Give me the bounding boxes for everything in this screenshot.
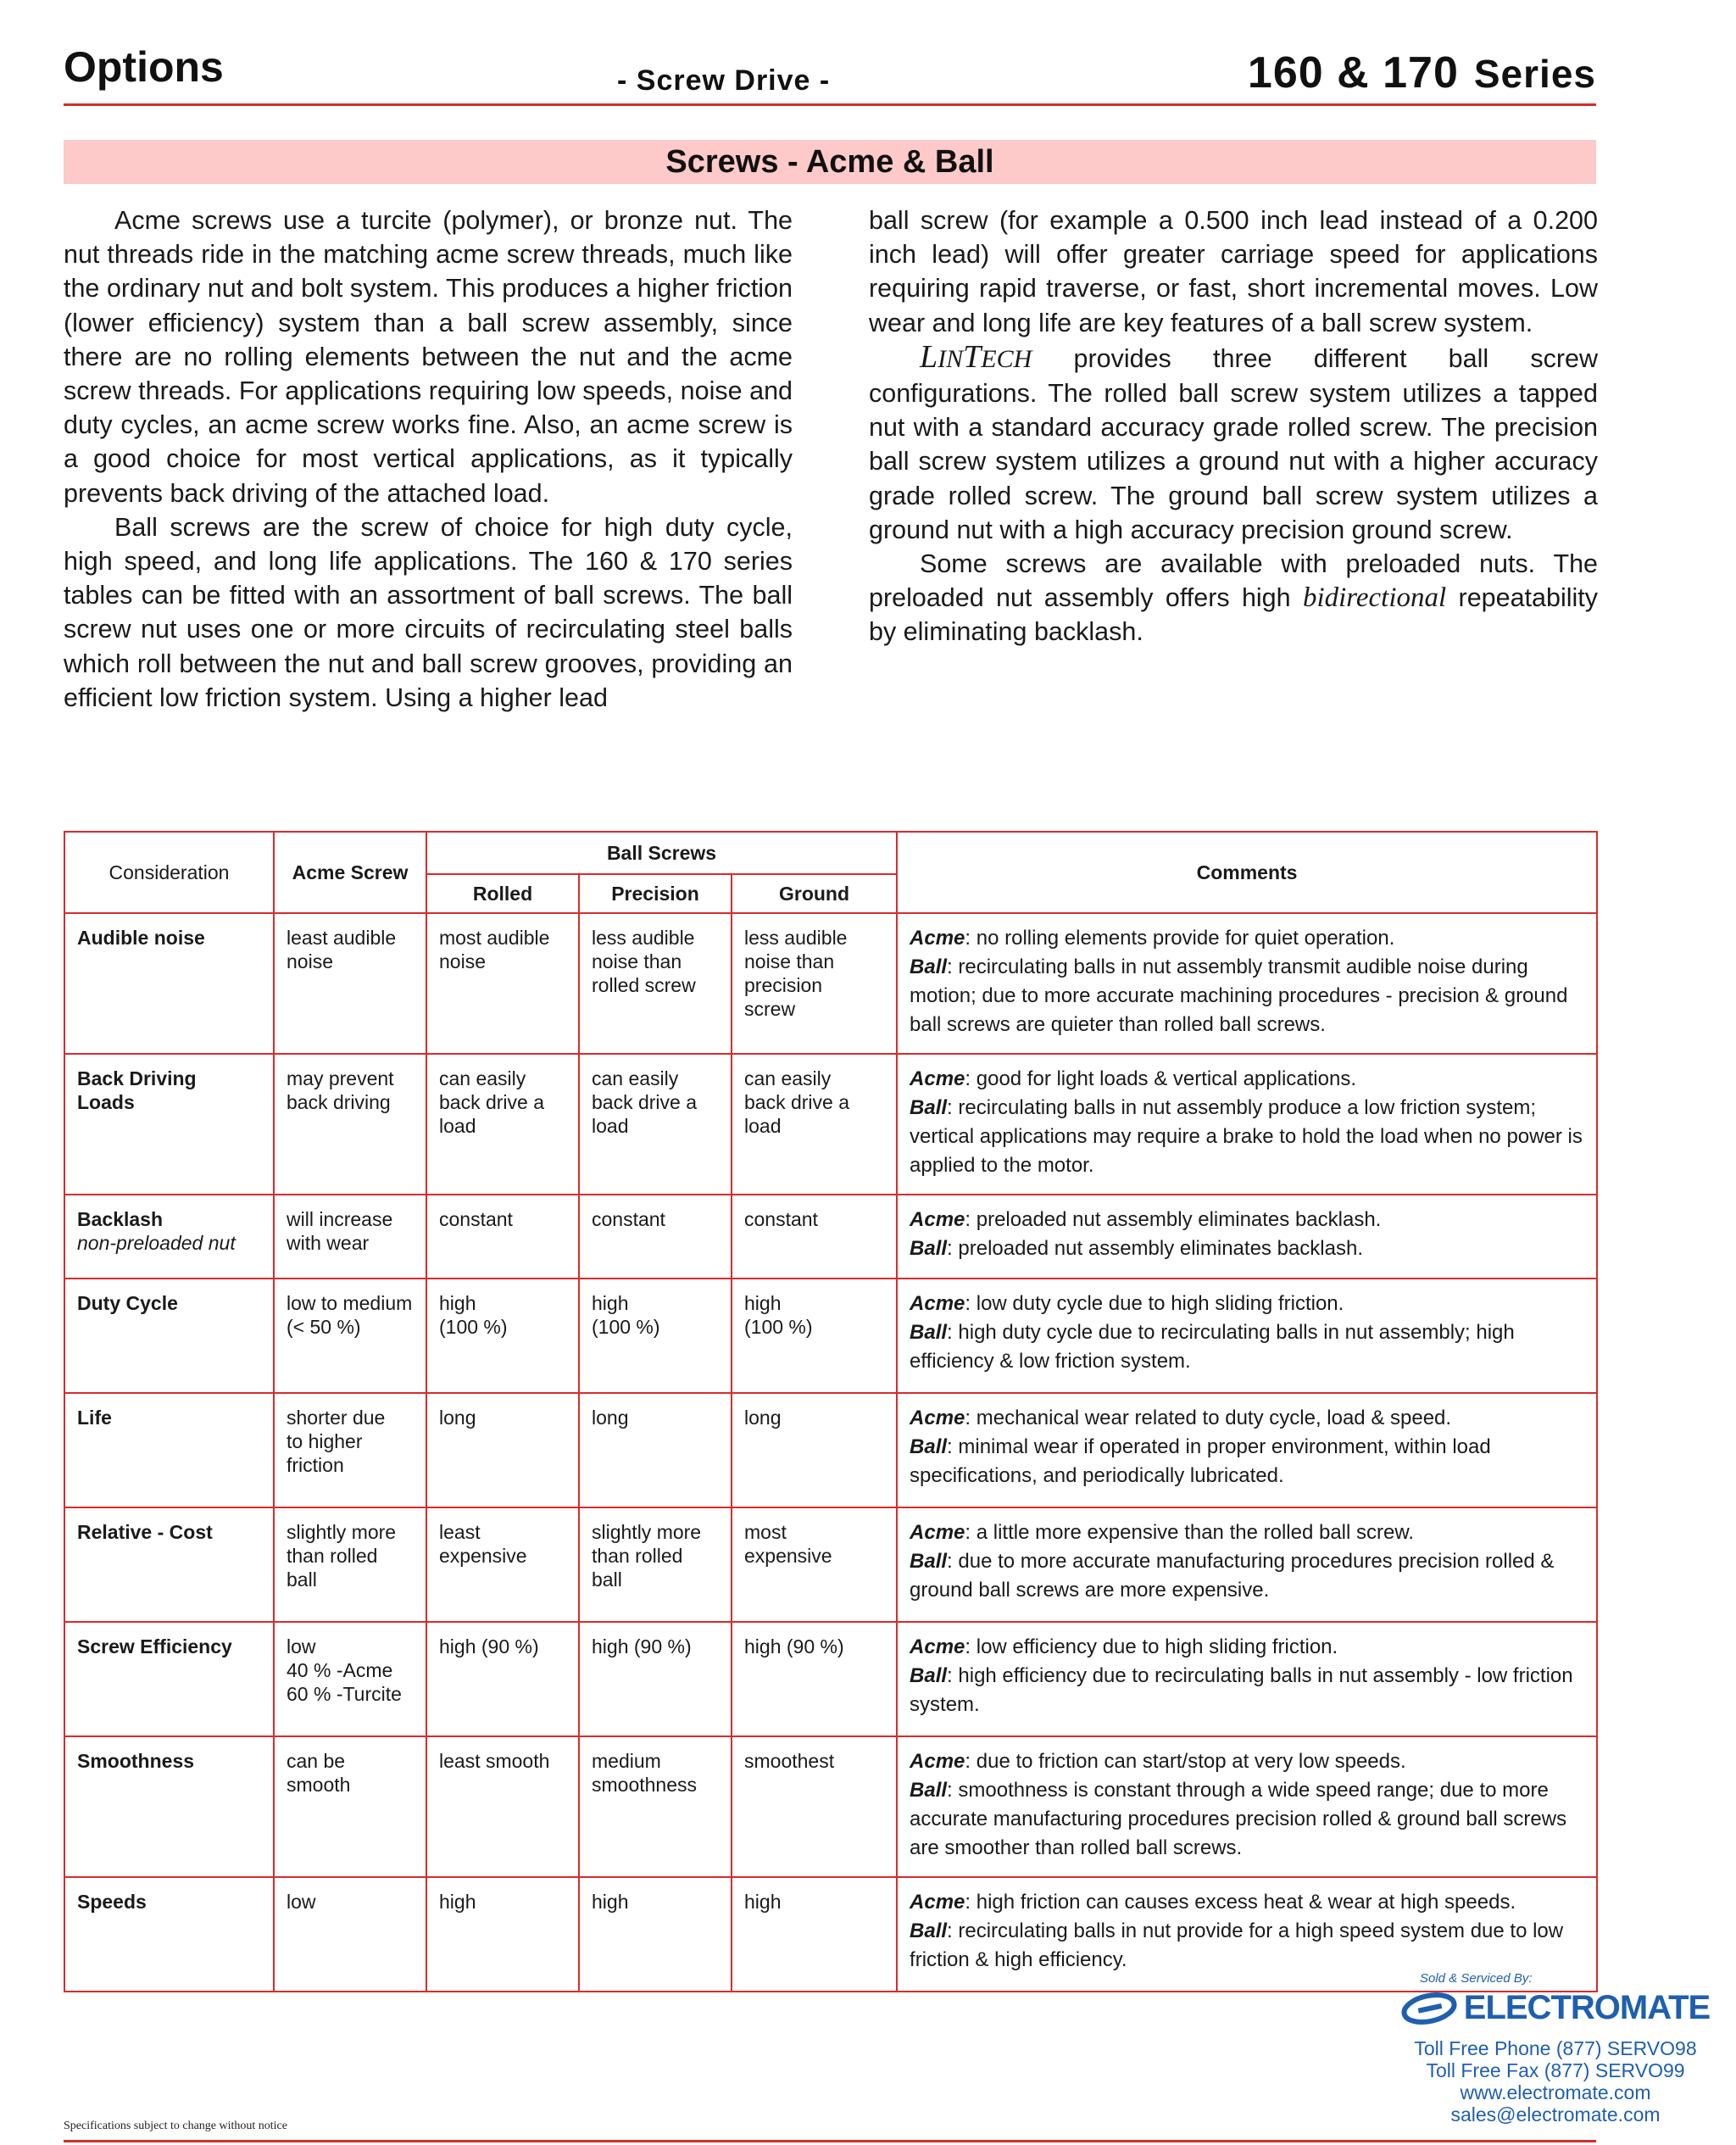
cell-rolled: long	[426, 1393, 579, 1507]
table-row	[64, 1877, 1597, 1992]
table-row	[64, 1622, 1597, 1736]
header-divider	[64, 103, 1596, 106]
cell-precision: long	[579, 1393, 732, 1507]
table-row	[64, 1393, 1597, 1507]
comment-ball-label: Ball	[910, 1664, 948, 1687]
row-subheading: non-preloaded nut	[77, 1232, 236, 1254]
comment-ball-label: Ball	[910, 1237, 948, 1260]
cell-ground: smoothest	[732, 1736, 897, 1877]
cell-consideration	[64, 1279, 274, 1393]
row-heading: Duty Cycle	[77, 1292, 178, 1314]
cell-acme: low	[274, 1877, 426, 1992]
cell-ground: long	[732, 1393, 897, 1507]
comment-ball: Ball: high efficiency due to recirculating balls in nut assembly - low friction system.	[910, 1664, 1573, 1716]
cell-precision: can easily back drive a load	[579, 1054, 732, 1195]
distributor-fax: Toll Free Fax (877) SERVO99	[1426, 2059, 1685, 2081]
cell-ground: less audible noise than precision screw	[732, 913, 897, 1054]
comment-acme: Acme: low duty cycle due to high sliding friction.	[910, 1292, 1344, 1315]
body-column-left	[64, 203, 793, 715]
cell-comments	[897, 1279, 1597, 1393]
header-ground: Ground	[732, 874, 897, 913]
cell-precision: high (90 %)	[579, 1622, 732, 1736]
comment-ball: Ball: smoothness is constant through a wide speed range; due to more accurate manufacturing procedures precision rolled & ground ball screws are smoother than rolled ball screws.	[910, 1779, 1567, 1859]
cell-precision: slightly more than rolled ball	[579, 1507, 732, 1622]
cell-consideration	[64, 1736, 274, 1877]
cell-rolled: constant	[426, 1195, 579, 1279]
row-heading: Speeds	[77, 1891, 147, 1913]
table-row	[64, 1195, 1597, 1279]
paragraph-ball: Ball screws are the screw of choice for high duty cycle, high speed, and long life applications. The 160 & 170 series tables can be fitted with an assortment of ball screws. The ball screw nut uses one or more circuits of recirculating steel balls which roll between the nut and ball screw grooves, providing an efficient low friction system. Using a higher lead	[64, 512, 793, 712]
cell-comments	[897, 1054, 1597, 1195]
comment-ball: Ball: minimal wear if operated in proper environment, within load specifications, and periodically lubricated.	[910, 1435, 1491, 1487]
comment-ball: Ball: recirculating balls in nut provide for a high speed system due to low friction & high efficiency.	[910, 1919, 1564, 1971]
section-banner: Screws - Acme & Ball	[64, 140, 1596, 184]
page-title: Options	[64, 43, 224, 91]
header-comments: Comments	[897, 832, 1597, 913]
body-column-right	[869, 203, 1598, 649]
comment-acme-label: Acme	[910, 927, 965, 950]
cell-ground: high	[732, 1877, 897, 1992]
comment-acme-label: Acme	[910, 1292, 965, 1315]
table-row	[64, 1507, 1597, 1622]
row-heading: Smoothness	[77, 1750, 195, 1772]
distributor-logo	[1394, 1989, 1717, 2027]
cell-acme: low to medium (< 50 %)	[274, 1279, 426, 1393]
section-subtitle: - Screw Drive -	[617, 64, 831, 97]
row-heading: Relative - Cost	[77, 1521, 213, 1543]
cell-ground: high (90 %)	[732, 1622, 897, 1736]
cell-comments	[897, 1195, 1597, 1279]
distributor-website[interactable]: www.electromate.com	[1460, 2081, 1651, 2103]
cell-consideration	[64, 1877, 274, 1992]
cell-consideration	[64, 1507, 274, 1622]
cell-acme: shorter due to higher friction	[274, 1393, 426, 1507]
series-title	[1248, 47, 1596, 98]
comment-acme: Acme: good for light loads & vertical applications.	[910, 1067, 1356, 1090]
cell-acme: low 40 % -Acme 60 % -Turcite	[274, 1622, 426, 1736]
table-row	[64, 913, 1597, 1054]
cell-acme: can be smooth	[274, 1736, 426, 1877]
footnote: Specifications subject to change without notice	[64, 2120, 287, 2132]
distributor-name: ELECTROMATE	[1463, 1989, 1711, 2026]
cell-precision: medium smoothness	[579, 1736, 732, 1877]
row-heading: Back Driving Loads	[77, 1067, 197, 1113]
comment-ball-label: Ball	[910, 1919, 948, 1942]
lintech-wordmark: LINTECH	[920, 338, 1032, 375]
cell-rolled: least smooth	[426, 1736, 579, 1877]
comment-ball: Ball: recirculating balls in nut assembly produce a low friction system; vertical applications may require a brake to hold the load when no power is applied to the motor.	[910, 1096, 1583, 1177]
cell-precision: high	[579, 1877, 732, 1992]
comment-ball: Ball: recirculating balls in nut assembly transmit audible noise during motion; due to more accurate machining procedures - precision & ground ball screws are quieter than rolled ball screws.	[910, 956, 1568, 1036]
comment-acme-label: Acme	[910, 1407, 965, 1429]
header-acme-screw: Acme Screw	[274, 832, 426, 913]
comment-acme: Acme: a little more expensive than the rolled ball screw.	[910, 1521, 1415, 1544]
sold-by-label: Sold & Serviced By:	[1420, 1971, 1533, 1986]
comment-acme: Acme: low efficiency due to high sliding friction.	[910, 1635, 1338, 1658]
cell-consideration	[64, 1195, 274, 1279]
header-consideration: Consideration	[64, 832, 274, 913]
comment-acme-label: Acme	[910, 1750, 965, 1773]
cell-consideration	[64, 1622, 274, 1736]
cell-rolled: high (90 %)	[426, 1622, 579, 1736]
comment-ball: Ball: preloaded nut assembly eliminates backlash.	[910, 1237, 1363, 1260]
cell-comments	[897, 1507, 1597, 1622]
paragraph-lead: ball screw (for example a 0.500 inch lead instead of a 0.200 inch lead) will offer greater carriage speed for applications requiring rapid traverse, or fast, short incremental moves. Low wear and long life are key features of a ball screw system.	[869, 206, 1598, 337]
cell-comments	[897, 913, 1597, 1054]
cell-acme: may prevent back driving	[274, 1054, 426, 1195]
cell-rolled: most audible noise	[426, 913, 579, 1054]
series-number: 160 & 170	[1247, 48, 1459, 98]
comment-acme-label: Acme	[910, 1635, 965, 1658]
row-heading: Screw Efficiency	[77, 1635, 232, 1658]
cell-ground: can easily back drive a load	[732, 1054, 897, 1195]
distributor-email[interactable]: sales@electromate.com	[1450, 2103, 1661, 2126]
comment-ball: Ball: high duty cycle due to recirculating balls in nut assembly; high efficiency & low friction system.	[910, 1321, 1515, 1373]
header-ball-screws: Ball Screws	[426, 832, 897, 874]
comment-acme-label: Acme	[910, 1891, 965, 1914]
cell-precision: constant	[579, 1195, 732, 1279]
table-body	[64, 913, 1597, 1992]
cell-rolled: can easily back drive a load	[426, 1054, 579, 1195]
row-heading: Backlash	[77, 1208, 164, 1230]
cell-comments	[897, 1736, 1597, 1877]
row-heading: Life	[77, 1407, 112, 1429]
comment-ball-label: Ball	[910, 1550, 948, 1573]
cell-ground: constant	[732, 1195, 897, 1279]
comment-ball: Ball: due to more accurate manufacturing procedures precision rolled & ground ball screws are more expensive.	[910, 1550, 1555, 1602]
cell-ground: high (100 %)	[732, 1279, 897, 1393]
comment-acme: Acme: high friction can causes excess heat & wear at high speeds.	[910, 1891, 1516, 1914]
comment-acme-label: Acme	[910, 1067, 965, 1090]
electromate-logo-icon	[1401, 1992, 1457, 2025]
cell-comments	[897, 1393, 1597, 1507]
table-row	[64, 1736, 1597, 1877]
paragraph-configurations: LINTECH provides three different ball screw configurations. The rolled ball screw system utilizes a tapped nut with a standard accuracy grade rolled screw. The precision ball screw system utilizes a ground nut with a higher accuracy grade rolled screw. The ground ball screw system utilizes a ground nut with a high accuracy precision ground screw.	[869, 338, 1598, 544]
comment-acme: Acme: due to friction can start/stop at very low speeds.	[910, 1750, 1406, 1773]
cell-comments	[897, 1622, 1597, 1736]
comment-ball-label: Ball	[910, 956, 948, 978]
comparison-table	[64, 831, 1598, 1992]
comment-ball-label: Ball	[910, 1779, 948, 1802]
cell-acme: will increase with wear	[274, 1195, 426, 1279]
header-rolled: Rolled	[426, 874, 579, 913]
cell-rolled: high	[426, 1877, 579, 1992]
cell-ground: most expensive	[732, 1507, 897, 1622]
footer-divider	[64, 2140, 1596, 2142]
cell-consideration	[64, 1393, 274, 1507]
series-label: Series	[1473, 52, 1596, 96]
cell-precision: high (100 %)	[579, 1279, 732, 1393]
paragraph-preload: Some screws are available with preloaded nuts. The preloaded nut assembly offers high bidirectional repeatability by eliminating backlash.	[869, 549, 1598, 647]
cell-rolled: least expensive	[426, 1507, 579, 1622]
cell-acme: least audible noise	[274, 913, 426, 1054]
paragraph-acme: Acme screws use a turcite (polymer), or bronze nut. The nut threads ride in the matching acme screw threads, much like the ordinary nut and bolt system. This produces a higher friction (lower efficiency) system than a ball screw assembly, since there are no rolling elements between the nut and the acme screw threads. For applications requiring low speeds, noise and duty cycles, an acme screw works fine. Also, an acme screw is a good choice for most vertical applications, as it typically prevents back driving of the attached load.	[64, 206, 793, 508]
distributor-phone: Toll Free Phone (877) SERVO98	[1414, 2037, 1697, 2059]
comment-acme-label: Acme	[910, 1521, 965, 1544]
distributor-block	[1394, 1971, 1717, 2126]
cell-consideration	[64, 913, 274, 1054]
table-row	[64, 1279, 1597, 1393]
cell-consideration	[64, 1054, 274, 1195]
cell-rolled: high (100 %)	[426, 1279, 579, 1393]
header-precision: Precision	[579, 874, 732, 913]
comment-acme: Acme: mechanical wear related to duty cycle, load & speed.	[910, 1407, 1452, 1429]
comment-ball-label: Ball	[910, 1096, 948, 1119]
cell-precision: less audible noise than rolled screw	[579, 913, 732, 1054]
cell-acme: slightly more than rolled ball	[274, 1507, 426, 1622]
comment-acme-label: Acme	[910, 1208, 965, 1231]
table-row	[64, 1054, 1597, 1195]
comment-ball-label: Ball	[910, 1321, 948, 1344]
row-heading: Audible noise	[77, 927, 205, 949]
comment-ball-label: Ball	[910, 1435, 948, 1458]
comment-acme: Acme: preloaded nut assembly eliminates backlash.	[910, 1208, 1382, 1231]
comment-acme: Acme: no rolling elements provide for quiet operation.	[910, 927, 1395, 950]
